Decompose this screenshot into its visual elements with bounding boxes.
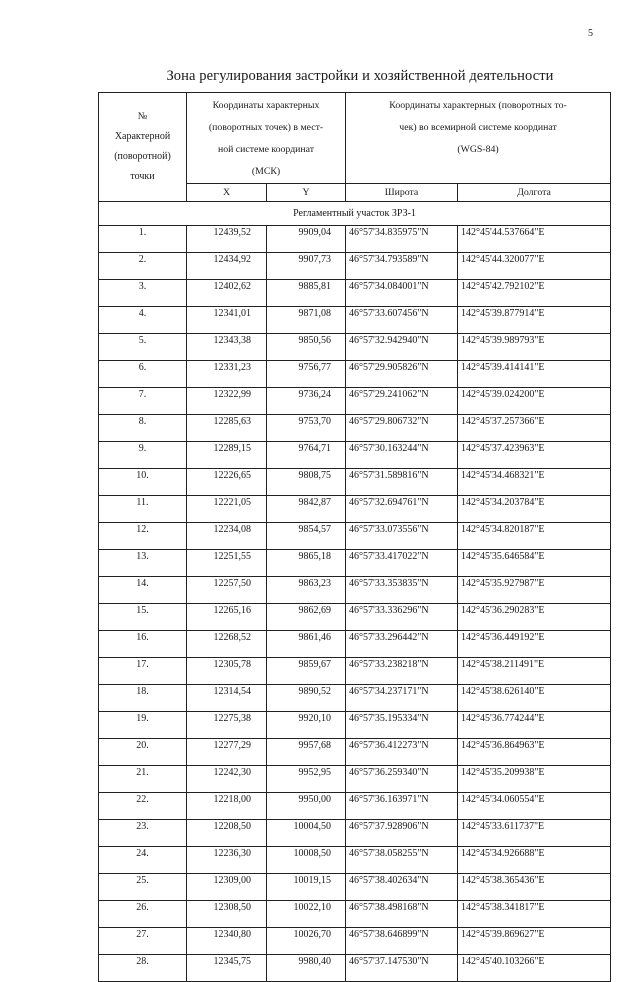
table-row <box>99 739 611 766</box>
latitude-cell: 46°57'38.058255"N <box>346 847 458 874</box>
longitude-cell: 142°45'44.537664"E <box>458 226 611 253</box>
header-world-line: (WGS-84) <box>457 144 499 155</box>
y-coordinate-cell: 10008,50 <box>267 847 346 874</box>
table-row <box>99 712 611 739</box>
header-world-line: Координаты характерных (поворотных то- <box>389 100 567 111</box>
point-number-cell: 4. <box>99 307 187 334</box>
table-header-row <box>99 93 611 184</box>
longitude-cell: 142°45'38.341817"E <box>458 901 611 928</box>
point-number-cell: 8. <box>99 415 187 442</box>
header-latitude: Широта <box>346 184 458 202</box>
longitude-cell: 142°45'36.449192"E <box>458 631 611 658</box>
table-row <box>99 280 611 307</box>
table-row <box>99 523 611 550</box>
point-number-cell: 27. <box>99 928 187 955</box>
y-coordinate-cell: 9859,67 <box>267 658 346 685</box>
x-coordinate-cell: 12402,62 <box>187 280 267 307</box>
table-row <box>99 253 611 280</box>
point-number-cell: 1. <box>99 226 187 253</box>
x-coordinate-cell: 12218,00 <box>187 793 267 820</box>
point-number-cell: 3. <box>99 280 187 307</box>
latitude-cell: 46°57'34.084001"N <box>346 280 458 307</box>
latitude-cell: 46°57'34.793589"N <box>346 253 458 280</box>
longitude-cell: 142°45'34.060554"E <box>458 793 611 820</box>
y-coordinate-cell: 9920,10 <box>267 712 346 739</box>
page-number: 5 <box>588 28 593 39</box>
x-coordinate-cell: 12221,05 <box>187 496 267 523</box>
point-number-cell: 23. <box>99 820 187 847</box>
y-coordinate-cell: 9854,57 <box>267 523 346 550</box>
y-coordinate-cell: 9865,18 <box>267 550 346 577</box>
point-number-cell: 13. <box>99 550 187 577</box>
table-row <box>99 334 611 361</box>
point-number-cell: 28. <box>99 955 187 982</box>
latitude-cell: 46°57'37.147530"N <box>346 955 458 982</box>
x-coordinate-cell: 12343,38 <box>187 334 267 361</box>
table-row <box>99 442 611 469</box>
x-coordinate-cell: 12208,50 <box>187 820 267 847</box>
table-row <box>99 469 611 496</box>
x-coordinate-cell: 12251,55 <box>187 550 267 577</box>
point-number-cell: 7. <box>99 388 187 415</box>
coordinates-table <box>98 92 611 982</box>
x-coordinate-cell: 12277,29 <box>187 739 267 766</box>
x-coordinate-cell: 12236,30 <box>187 847 267 874</box>
latitude-cell: 46°57'29.806732"N <box>346 415 458 442</box>
section-row <box>99 202 611 226</box>
longitude-cell: 142°45'34.203784"E <box>458 496 611 523</box>
y-coordinate-cell: 9808,75 <box>267 469 346 496</box>
table-row <box>99 766 611 793</box>
point-number-cell: 6. <box>99 361 187 388</box>
latitude-cell: 46°57'36.259340"N <box>346 766 458 793</box>
latitude-cell: 46°57'37.928906"N <box>346 820 458 847</box>
longitude-cell: 142°45'39.024200"E <box>458 388 611 415</box>
latitude-cell: 46°57'33.238218"N <box>346 658 458 685</box>
table-row <box>99 793 611 820</box>
table-row <box>99 685 611 712</box>
x-coordinate-cell: 12242,30 <box>187 766 267 793</box>
y-coordinate-cell: 9753,70 <box>267 415 346 442</box>
latitude-cell: 46°57'33.607456"N <box>346 307 458 334</box>
y-coordinate-cell: 10022,10 <box>267 901 346 928</box>
longitude-cell: 142°45'38.365436"E <box>458 874 611 901</box>
header-local-coordinates <box>187 93 346 184</box>
point-number-cell: 20. <box>99 739 187 766</box>
latitude-cell: 46°57'35.195334"N <box>346 712 458 739</box>
latitude-cell: 46°57'36.412273"N <box>346 739 458 766</box>
point-number-cell: 21. <box>99 766 187 793</box>
table-row <box>99 955 611 982</box>
latitude-cell: 46°57'29.905826"N <box>346 361 458 388</box>
table-row <box>99 820 611 847</box>
point-number-cell: 19. <box>99 712 187 739</box>
longitude-cell: 142°45'36.774244"E <box>458 712 611 739</box>
longitude-cell: 142°45'34.468321"E <box>458 469 611 496</box>
x-coordinate-cell: 12322,99 <box>187 388 267 415</box>
latitude-cell: 46°57'33.296442"N <box>346 631 458 658</box>
longitude-cell: 142°45'36.290283"E <box>458 604 611 631</box>
latitude-cell: 46°57'29.241062"N <box>346 388 458 415</box>
point-number-cell: 14. <box>99 577 187 604</box>
y-coordinate-cell: 10019,15 <box>267 874 346 901</box>
y-coordinate-cell: 9907,73 <box>267 253 346 280</box>
x-coordinate-cell: 12289,15 <box>187 442 267 469</box>
header-x: X <box>187 184 267 202</box>
table-row <box>99 496 611 523</box>
header-local-line: (поворотных точек) в мест- <box>208 122 324 133</box>
y-coordinate-cell: 9862,69 <box>267 604 346 631</box>
header-point-line: точки <box>130 171 155 182</box>
x-coordinate-cell: 12257,50 <box>187 577 267 604</box>
x-coordinate-cell: 12345,75 <box>187 955 267 982</box>
point-number-cell: 9. <box>99 442 187 469</box>
document-title: Зона регулирования застройки и хозяйственной деятельности <box>166 68 554 84</box>
x-coordinate-cell: 12434,92 <box>187 253 267 280</box>
header-local-line: Координаты характерных <box>212 100 320 111</box>
x-coordinate-cell: 12226,65 <box>187 469 267 496</box>
latitude-cell: 46°57'38.498168"N <box>346 901 458 928</box>
longitude-cell: 142°45'37.257366"E <box>458 415 611 442</box>
latitude-cell: 46°57'33.417022"N <box>346 550 458 577</box>
longitude-cell: 142°45'33.611737"E <box>458 820 611 847</box>
y-coordinate-cell: 9890,52 <box>267 685 346 712</box>
longitude-cell: 142°45'39.869627"E <box>458 928 611 955</box>
x-coordinate-cell: 12331,23 <box>187 361 267 388</box>
longitude-cell: 142°45'39.989793"E <box>458 334 611 361</box>
longitude-cell: 142°45'38.211491"E <box>458 658 611 685</box>
latitude-cell: 46°57'31.589816"N <box>346 469 458 496</box>
x-coordinate-cell: 12275,38 <box>187 712 267 739</box>
table-row <box>99 928 611 955</box>
longitude-cell: 142°45'37.423963"E <box>458 442 611 469</box>
latitude-cell: 46°57'34.835975"N <box>346 226 458 253</box>
point-number-cell: 26. <box>99 901 187 928</box>
table-row <box>99 847 611 874</box>
latitude-cell: 46°57'38.402634"N <box>346 874 458 901</box>
point-number-cell: 15. <box>99 604 187 631</box>
point-number-cell: 16. <box>99 631 187 658</box>
x-coordinate-cell: 12439,52 <box>187 226 267 253</box>
longitude-cell: 142°45'36.864963"E <box>458 739 611 766</box>
table-row <box>99 388 611 415</box>
point-number-cell: 2. <box>99 253 187 280</box>
point-number-cell: 11. <box>99 496 187 523</box>
header-world-coordinates <box>346 93 611 184</box>
y-coordinate-cell: 9842,87 <box>267 496 346 523</box>
y-coordinate-cell: 10004,50 <box>267 820 346 847</box>
longitude-cell: 142°45'39.877914"E <box>458 307 611 334</box>
longitude-cell: 142°45'38.626140"E <box>458 685 611 712</box>
y-coordinate-cell: 9850,56 <box>267 334 346 361</box>
x-coordinate-cell: 12309,00 <box>187 874 267 901</box>
latitude-cell: 46°57'36.163971"N <box>346 793 458 820</box>
point-number-cell: 18. <box>99 685 187 712</box>
point-number-cell: 22. <box>99 793 187 820</box>
table-row <box>99 631 611 658</box>
header-point-line: (поворотной) <box>114 151 171 162</box>
latitude-cell: 46°57'38.646899"N <box>346 928 458 955</box>
latitude-cell: 46°57'32.694761"N <box>346 496 458 523</box>
y-coordinate-cell: 9957,68 <box>267 739 346 766</box>
x-coordinate-cell: 12285,63 <box>187 415 267 442</box>
longitude-cell: 142°45'34.926688"E <box>458 847 611 874</box>
y-coordinate-cell: 9863,23 <box>267 577 346 604</box>
y-coordinate-cell: 9950,00 <box>267 793 346 820</box>
latitude-cell: 46°57'30.163244"N <box>346 442 458 469</box>
header-point-number <box>99 93 187 202</box>
table-row <box>99 361 611 388</box>
table-row <box>99 874 611 901</box>
point-number-cell: 12. <box>99 523 187 550</box>
table-row <box>99 550 611 577</box>
x-coordinate-cell: 12234,08 <box>187 523 267 550</box>
longitude-cell: 142°45'44.320077"E <box>458 253 611 280</box>
section-title: Регламентный участок ЗРЗ-1 <box>99 202 611 226</box>
x-coordinate-cell: 12265,16 <box>187 604 267 631</box>
x-coordinate-cell: 12308,50 <box>187 901 267 928</box>
latitude-cell: 46°57'33.353835"N <box>346 577 458 604</box>
header-y: Y <box>267 184 346 202</box>
table-row <box>99 604 611 631</box>
y-coordinate-cell: 9871,08 <box>267 307 346 334</box>
latitude-cell: 46°57'32.942940"N <box>346 334 458 361</box>
table-row <box>99 307 611 334</box>
point-number-cell: 24. <box>99 847 187 874</box>
latitude-cell: 46°57'33.073556"N <box>346 523 458 550</box>
point-number-cell: 5. <box>99 334 187 361</box>
point-number-cell: 25. <box>99 874 187 901</box>
longitude-cell: 142°45'34.820187"E <box>458 523 611 550</box>
longitude-cell: 142°45'35.209938"E <box>458 766 611 793</box>
header-point-line: Характерной <box>114 131 171 142</box>
header-local-line: ной системе координат <box>217 144 315 155</box>
y-coordinate-cell: 9756,77 <box>267 361 346 388</box>
header-local-line: (МСК) <box>251 166 281 177</box>
x-coordinate-cell: 12268,52 <box>187 631 267 658</box>
y-coordinate-cell: 9952,95 <box>267 766 346 793</box>
y-coordinate-cell: 9861,46 <box>267 631 346 658</box>
table-row <box>99 415 611 442</box>
latitude-cell: 46°57'34.237171"N <box>346 685 458 712</box>
longitude-cell: 142°45'35.646584"E <box>458 550 611 577</box>
header-point-line: № <box>137 111 148 122</box>
latitude-cell: 46°57'33.336296"N <box>346 604 458 631</box>
x-coordinate-cell: 12314,54 <box>187 685 267 712</box>
longitude-cell: 142°45'35.927987"E <box>458 577 611 604</box>
table-body <box>99 226 611 982</box>
y-coordinate-cell: 9764,71 <box>267 442 346 469</box>
point-number-cell: 10. <box>99 469 187 496</box>
table-row <box>99 658 611 685</box>
longitude-cell: 142°45'39.414141"E <box>458 361 611 388</box>
longitude-cell: 142°45'42.792102"E <box>458 280 611 307</box>
table-row <box>99 226 611 253</box>
x-coordinate-cell: 12341,01 <box>187 307 267 334</box>
y-coordinate-cell: 9980,40 <box>267 955 346 982</box>
longitude-cell: 142°45'40.103266"E <box>458 955 611 982</box>
y-coordinate-cell: 9736,24 <box>267 388 346 415</box>
y-coordinate-cell: 10026,70 <box>267 928 346 955</box>
header-longitude: Долгота <box>458 184 611 202</box>
x-coordinate-cell: 12305,78 <box>187 658 267 685</box>
y-coordinate-cell: 9885,81 <box>267 280 346 307</box>
table-row <box>99 577 611 604</box>
x-coordinate-cell: 12340,80 <box>187 928 267 955</box>
y-coordinate-cell: 9909,04 <box>267 226 346 253</box>
point-number-cell: 17. <box>99 658 187 685</box>
header-world-line: чек) во всемирной системе координат <box>399 122 557 133</box>
